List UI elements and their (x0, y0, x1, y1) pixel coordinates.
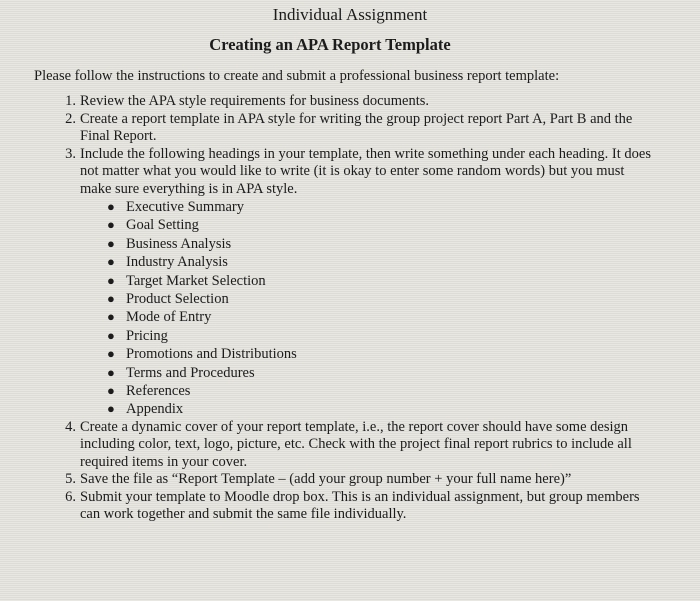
bullet-icon: ● (107, 383, 115, 399)
instruction-number: 3. (65, 145, 76, 162)
heading-item (107, 253, 652, 271)
heading-text: References (126, 383, 191, 400)
instruction-item (52, 111, 652, 146)
bullet-icon: ● (107, 272, 115, 288)
heading-item (107, 308, 652, 326)
heading-text: Industry Analysis (126, 254, 228, 271)
instruction-number: 1. (65, 93, 76, 109)
instruction-item (52, 146, 652, 419)
bullet-icon: ● (107, 401, 115, 417)
intro-paragraph: Please follow the instructions to create and submit a professional business report template: (34, 68, 560, 84)
heading-list (80, 198, 652, 419)
instruction-number: 2. (65, 110, 76, 127)
document-subtitle: Creating an APA Report Template (209, 35, 451, 54)
instruction-text: Review the APA style requirements for business documents. (80, 93, 430, 109)
instruction-number: 4. (65, 418, 76, 435)
bullet-icon: ● (107, 254, 115, 270)
instruction-item (52, 471, 652, 489)
heading-text: Pricing (126, 327, 168, 344)
heading-text: Executive Summary (126, 199, 244, 215)
instruction-item (52, 489, 652, 524)
heading-text: Goal Setting (126, 217, 199, 234)
document-title: Individual Assignment (272, 5, 428, 24)
instruction-text: Create a report template in APA style for writing the group project report Part A, Part B and the Final Report. (80, 110, 633, 144)
instruction-text: Include the following headings in your template, then write something under each heading. It does not matter what you would like to write (it is okay to enter some random words) but you must make sure everything is in APA style. (80, 145, 651, 197)
heading-item (107, 400, 652, 418)
instruction-number: 5. (65, 471, 76, 488)
bullet-icon: ● (107, 291, 115, 307)
instruction-number: 6. (65, 488, 76, 505)
heading-item (107, 364, 652, 382)
bullet-icon: ● (107, 235, 115, 251)
bullet-icon: ● (107, 327, 115, 343)
heading-text: Promotions and Distributions (126, 346, 297, 363)
bullet-icon: ● (107, 346, 115, 362)
heading-item (107, 345, 652, 363)
heading-text: Appendix (126, 401, 184, 418)
heading-item (107, 216, 652, 234)
instruction-item (52, 419, 652, 472)
bullet-icon: ● (107, 199, 115, 214)
instruction-list (52, 93, 652, 524)
heading-text: Business Analysis (126, 235, 232, 252)
heading-item (107, 327, 652, 345)
heading-text: Terms and Procedures (126, 364, 255, 381)
heading-text: Target Market Selection (126, 272, 266, 289)
bullet-icon: ● (107, 217, 115, 233)
bullet-icon: ● (107, 364, 115, 380)
heading-text: Mode of Entry (126, 309, 212, 326)
heading-item (107, 198, 652, 216)
instruction-item (52, 93, 652, 111)
heading-text: Product Selection (126, 291, 229, 308)
heading-item (107, 382, 652, 400)
instruction-text: Save the file as “Report Template – (add your group number + your full name here)” (80, 471, 572, 488)
heading-item (107, 235, 652, 253)
instruction-text: Create a dynamic cover of your report template, i.e., the report cover should have some design including color, text, logo, picture, etc. Check with the project final report rubrics to include all required items in your cover. (80, 418, 632, 470)
heading-item (107, 272, 652, 290)
instruction-text: Submit your template to Moodle drop box. This is an individual assignment, but group members can work together and submit the same file individually. (80, 488, 640, 523)
heading-item (107, 290, 652, 308)
bullet-icon: ● (107, 309, 115, 325)
